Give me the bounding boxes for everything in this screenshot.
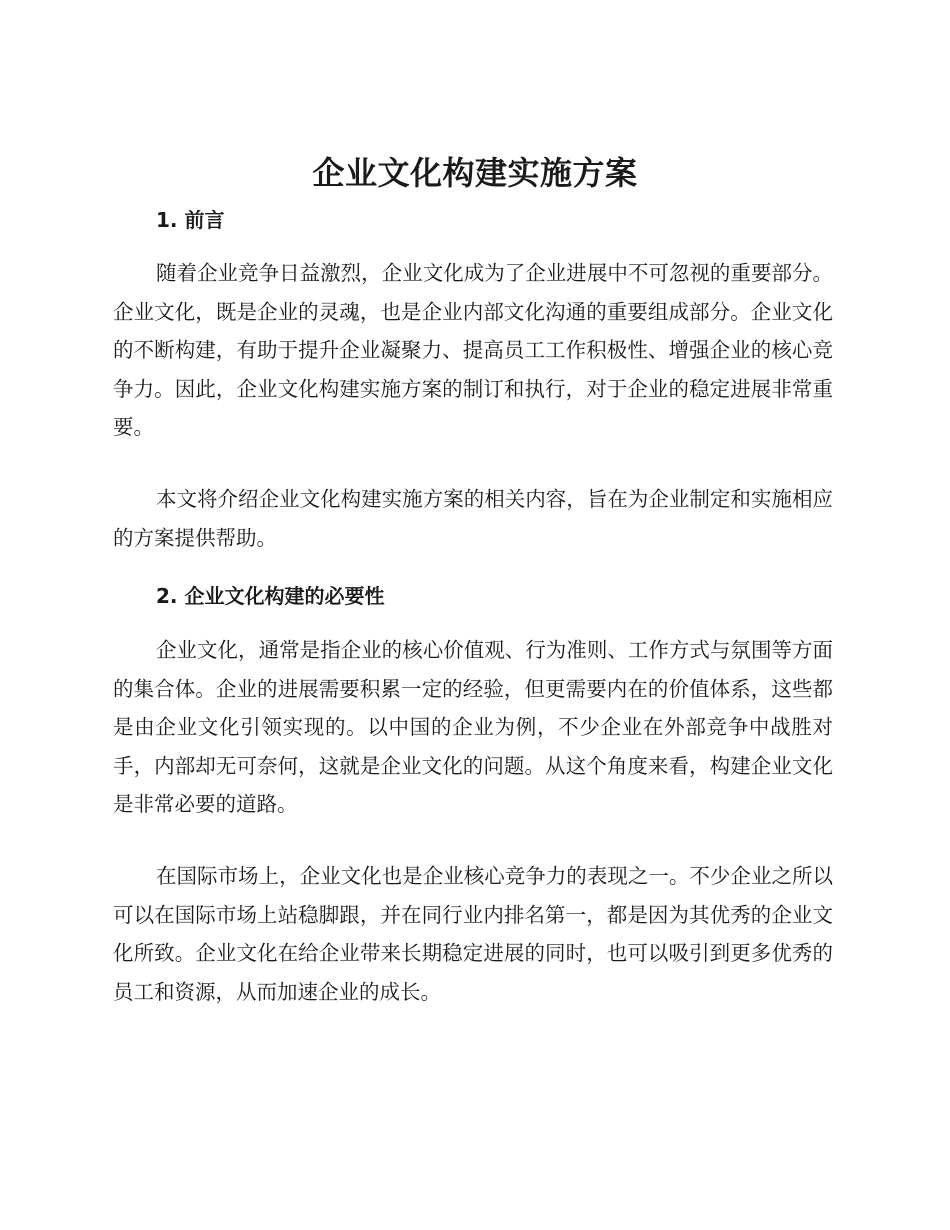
paragraph: 在国际市场上，企业文化也是企业核心竞争力的表现之一。不少企业之所以可以在国际市场上站稳脚跟，并在同行业内排名第一，都是因为其优秀的企业文化所致。企业文化在给企业带来长期稳定进展的同时，也可以吸引到更多优秀的员工和资源，从而加速企业的成长。 xyxy=(113,864,833,1004)
document-title: 企业文化构建实施方案 xyxy=(312,154,638,192)
section-heading-preface: 1. 前言 xyxy=(156,208,225,232)
paragraph: 随着企业竞争日益激烈，企业文化成为了企业进展中不可忽视的重要部分。企业文化，既是企业的灵魂，也是企业内部文化沟通的重要组成部分。企业文化的不断构建，有助于提升企业凝聚力、提高员工工作积极性、增强企业的核心竞争力。因此，企业文化构建实施方案的制订和执行，对于企业的稳定进展非常重要。 xyxy=(113,261,833,440)
paragraph: 本文将介绍企业文化构建实施方案的相关内容，旨在为企业制定和实施相应的方案提供帮助。 xyxy=(113,487,833,550)
section-heading-necessity: 2. 企业文化构建的必要性 xyxy=(156,584,385,608)
paragraph: 企业文化，通常是指企业的核心价值观、行为准则、工作方式与氛围等方面的集合体。企业的进展需要积累一定的经验，但更需要内在的价值体系，这些都是由企业文化引领实现的。以中国的企业为例，不少企业在外部竞争中战胜对手，内部却无可奈何，这就是企业文化的问题。从这个角度来看，构建企业文化是非常必要的道路。 xyxy=(113,638,833,817)
